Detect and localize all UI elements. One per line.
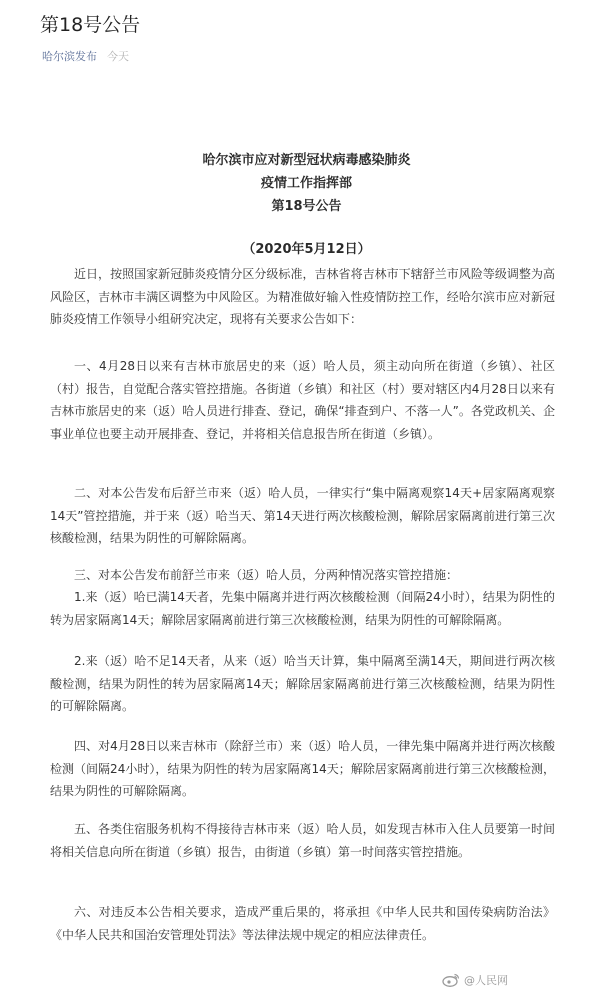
account-name-link[interactable]: 哈尔滨发布 [42, 50, 97, 63]
notice-heading-line1: 哈尔滨市应对新型冠状病毒感染肺炎 [202, 153, 411, 168]
article-meta [42, 48, 129, 64]
item-2-paragraph: 二、对本公告发布后舒兰市来（返）哈人员，一律实行“集中隔离观察14天+居家隔离观察14天”管控措施，并于来（返）哈当天、第14天进行两次核酸检测，解除居家隔离前进行第三次核酸检测，结果为阴性的可解除隔离。 [50, 486, 555, 545]
notice-heading-line2: 疫情工作指挥部 [260, 176, 352, 191]
weibo-icon [442, 973, 460, 987]
item-4-paragraph: 四、对4月28日以来吉林市（除舒兰市）来（返）哈人员，一律先集中隔离并进行两次核酸检测（间隔24小时），结果为阴性的转为居家隔离14天；解除居家隔离前进行第三次核酸检测，结果为阴性的可解除隔离。 [50, 739, 555, 798]
item-1-paragraph: 一、4月28日以来有吉林市旅居史的来（返）哈人员，须主动向所在街道（乡镇）、社区（村）报告，自觉配合落实管控措施。各街道（乡镇）和社区（村）要对辖区内4月28日以来有吉林市旅居史的来（返）哈人员进行排查、登记，确保“排查到户、不落一人”。各党政机关、企事业单位也要主动开展排查、登记，并将相关信息报告所在街道（乡镇）。 [50, 359, 555, 441]
item-3-1-paragraph: 1.来（返）哈已满14天者，先集中隔离并进行两次核酸检测（间隔24小时），结果为阴性的转为居家隔离14天；解除居家隔离前进行第三次核酸检测，结果为阴性的可解除隔离。 [50, 590, 555, 627]
item-6-paragraph: 六、对违反本公告相关要求，造成严重后果的，将承担《中华人民共和国传染病防治法》《中华人民共和国治安管理处罚法》等法律法规中规定的相应法律责任。 [50, 905, 555, 942]
intro-paragraph: 近日，按照国家新冠肺炎疫情分区分级标准，吉林省将吉林市下辖舒兰市风险等级调整为高风险区，吉林市丰满区调整为中风险区。为精准做好输入性疫情防控工作，经哈尔滨市应对新冠肺炎疫情工作领导小组研究决定，现将有关要求公告如下： [50, 267, 555, 326]
item-3-2-paragraph: 2.来（返）哈不足14天者，从来（返）哈当天计算，集中隔离至满14天，期间进行两次核酸检测，结果为阴性的转为居家隔离14天；解除居家隔离前进行第三次核酸检测，结果为阴性的可解除隔离。 [50, 654, 555, 713]
publish-time: 今天 [107, 50, 129, 63]
watermark-text: @人民网 [464, 974, 508, 987]
notice-number: 第18号公告 [271, 199, 342, 214]
item-5-paragraph: 五、各类住宿服务机构不得接待吉林市来（返）哈人员，如发现吉林市入住人员要第一时间将相关信息向所在街道（乡镇）报告，由街道（乡镇）第一时间落实管控措施。 [50, 822, 555, 859]
watermark [442, 972, 508, 988]
notice-date: （2020年5月12日） [242, 242, 371, 257]
article-title: 第18号公告 [40, 14, 141, 36]
item-3-paragraph: 三、对本公告发布前舒兰市来（返）哈人员，分两种情况落实管控措施： [74, 568, 459, 582]
